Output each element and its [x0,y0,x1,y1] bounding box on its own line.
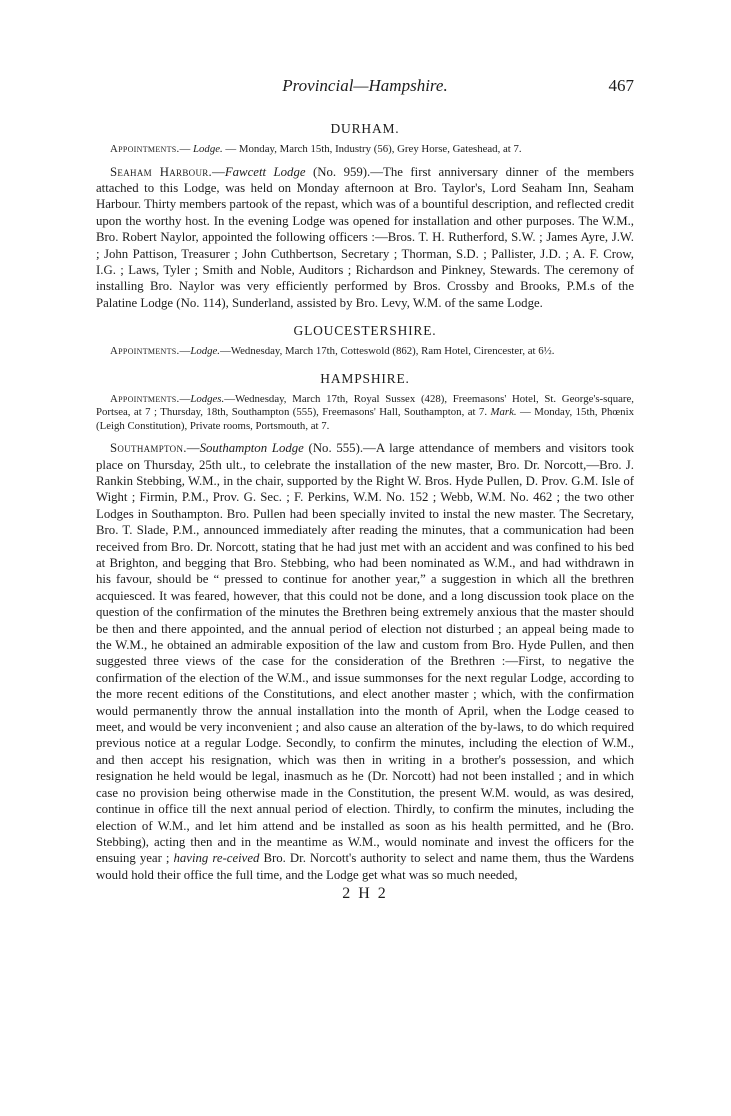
appointments-kind: Lodge. [190,345,221,358]
report-lodge: Southampton Lodge [199,441,304,456]
appointments-text: —Wednesday, March 17th, Cotteswold (862), Ram Hotel, Cirencester, at 6½. [220,345,555,358]
appointments-kind: Lodges. [190,392,225,405]
signature-mark: 2 H 2 [342,885,388,903]
section-heading-hampshire: HAMPSHIRE. [320,370,410,386]
report-text: (No. 959).—The first anniversary dinner of the members attached to this Lodge, was held on Monday afternoon at Bro. Taylor's, Lord Seaham Inn, Seaham Harbour. Thirty members partook of the repast, which was of a bountiful description, and reflected credit upon the worthy host. In the evening Lodge was opened for installation and other purposes. The W.M., Bro. Robert Naylor, appointed the following officers :—Bros. T. H. Rutherford, S.W. ; James Ayre, J.W. ; John Pattison, Treasurer ; John Cuthbertson, Secretary ; Thorman, S.D. ; Pallister, J.D. ; A. F. Crow, I.G. ; Laws, Tyler ; Smith and Noble, Auditors ; Richardson and Pinkney, Stewards. The ceremony of installing Bro. Naylor was very efficiently performed by Bros. Crossby and Brooks, P.M.s of the Palatine Lodge (No. 114), Sunderland, assisted by Bro. Levy, W.M. of the same Lodge. [96,164,635,310]
report-dash: — [186,441,200,456]
appointments-dash: — [179,392,191,405]
appointments-kind-mark: Mark. [490,406,517,419]
section-heading-durham: DURHAM. [330,121,400,136]
page-number: 467 [608,76,634,95]
section-heading-gloucestershire: GLOUCESTERSHIRE. [293,323,437,339]
report-dash: — [212,164,225,179]
appointments-durham [96,143,634,157]
page [96,76,634,903]
report-place: Southampton. [110,441,187,456]
report-italic-phrase: having re-ceived [173,851,260,866]
report-lodge: Fawcett Lodge [224,164,306,179]
running-head [96,76,634,100]
appointments-dash: — [179,345,191,358]
running-title: Provincial—Hampshire. [282,76,448,95]
appointments-gloucestershire [96,345,634,359]
appointments-dash: — [179,143,194,155]
appointments-text-mark: — Monday, 15th, Phœnix (Leigh Constitution), Private rooms, Portsmouth, at 7. [96,406,634,432]
appointments-text: — Monday, March 15th, Industry (56), Grey Horse, Gateshead, at 7. [222,143,522,155]
report-place: Seaham Harbour. [110,164,213,179]
appointments-text: —Wednesday, March 17th, Royal Sussex (428), Freemasons' Hotel, St. George's-square, Portsea, at 7 ; Thursday, 18th, Southampton (555), Freemasons' Hall, Southampton, at 7. [96,392,634,419]
appointments-hampshire [96,393,634,434]
appointments-label: Appointments. [110,143,180,155]
report-text-end: Bro. Dr. Norcott's authority to select and name them, thus the Wardens would hold their office the full time, and the Lodge get what was so much needed, [96,851,634,882]
report-text: (No. 555).—A large attendance of members and visitors took place on Thursday, 25th ult., to celebrate the installation of the new master, Bro. Dr. Norcott,—Bro. J. Rankin Stebbing, W.M., in the chair, supported by the Right W. Bros. Hyde Pullen, D. Prov. G.M. Isle of Wight ; Firmin, P.M., Prov. G. Sec. ; F. Perkins, W.M. No. 152 ; Webb, W.M. No. 462 ; the two other Lodges in Southampton. Bro. Pullen had been specially invited to instal the new master. The Secretary, Bro. T. Slade, P.M., announced immediately after reading the minutes, that a communication had been received from Bro. Dr. Norcott, stating that he had just met with an accident and was confined to his bed at Brighton, and begging that Bro. Stebbing, who had been nominated as W.M., and had withdrawn in his favour, should be “ pressed to continue for another year,” a suggestion in which all the brethren acquiesced. It was feared, however, that this could not be done, and a long discussion took place on the question of the confirmation of the minutes the Brethren being extremely anxious that the master should be then and there appointed, and the annual period of election not disturbed ; an appeal being made to the W.M., he obtained an admirable exposition of the law and custom from Bro. Hyde Pullen, and then suggested three views of the case for the consideration of the Brethren :—First, to negative the confirmation of the election of the W.M., and issue summonses for the next regular Lodge, according to the more recent editions of the Constitutions, and elect another master ; which, with the confirmation would permanently throw the annual installation into the month of April, when the Lodge ceased to meet, and would be very inconvenient ; and also cause an alteration of the by-laws, to do which required previous notice at a regular Lodge. Secondly, to confirm the minutes, including the election of W.M., and then accept his resignation, which was then in writing in a brother's possession, and which resignation he held would be legal, inasmuch as he (Dr. Norcott) had not been installed ; and in which case no provision being otherwise made in the Constitution, the present W.M. would, as was desired, continue in office till the next annual period of election. Thirdly, to confirm the minutes, including the election of W.M., and let him attend and be installed as soon as his health permitted, and he (Bro. Stebbing), acting then and in the meantime as W.M., would nominate and invest the officers for the ensuing year ; [96,441,634,866]
appointments-label: Appointments. [110,345,180,358]
report-seaham-harbour [96,164,634,312]
report-southampton [96,440,634,883]
appointments-kind: Lodge. [193,143,223,155]
appointments-label: Appointments. [110,392,180,405]
